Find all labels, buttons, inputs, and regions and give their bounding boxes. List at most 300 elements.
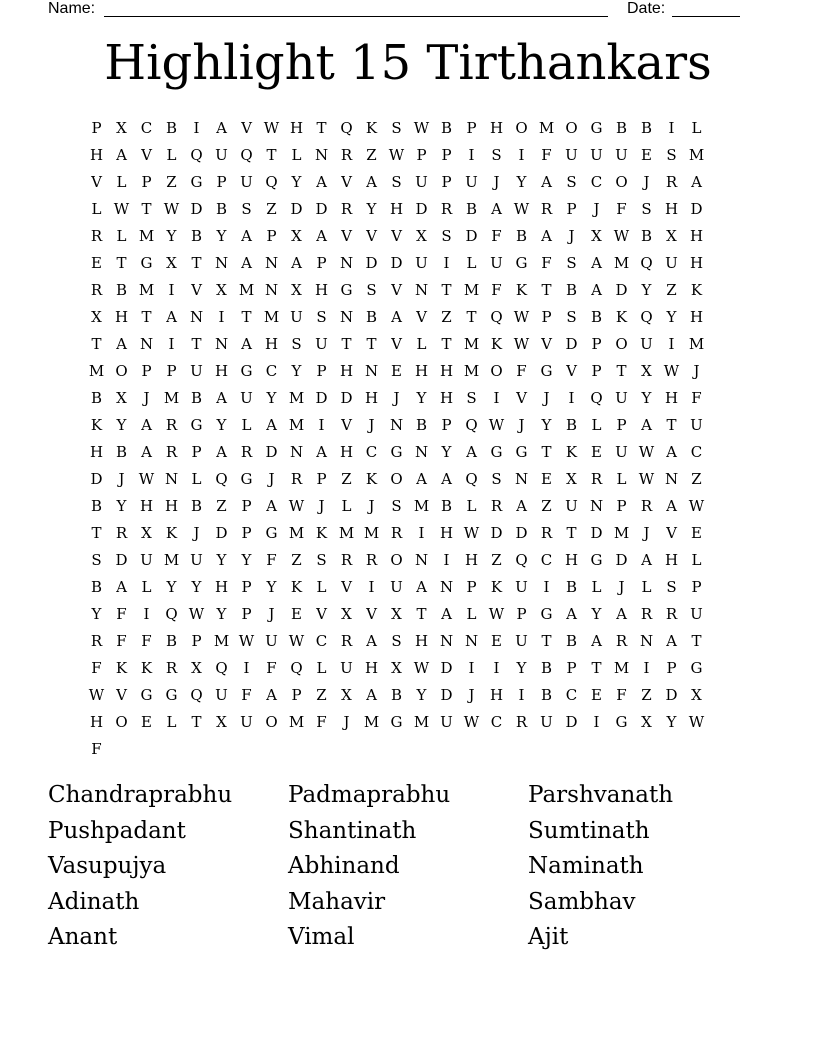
grid-letter[interactable]: G [390,442,403,461]
grid-letter[interactable]: A [616,604,627,623]
grid-letter[interactable]: A [491,199,502,218]
grid-letter[interactable]: R [240,442,253,461]
grid-letter[interactable]: F [691,388,702,407]
grid-letter[interactable]: L [416,334,427,353]
grid-letter[interactable]: Z [366,145,377,164]
grid-letter[interactable]: A [391,307,402,326]
grid-letter[interactable]: M [613,253,630,272]
grid-letter[interactable]: E [691,523,702,542]
grid-letter[interactable]: M [463,361,480,380]
grid-letter[interactable]: I [243,658,250,677]
grid-letter[interactable]: D [690,199,703,218]
grid-letter[interactable]: F [91,658,102,677]
grid-letter[interactable]: F [616,199,627,218]
grid-letter[interactable]: G [140,253,153,272]
grid-letter[interactable]: S [241,199,252,218]
grid-letter[interactable]: Y [441,442,452,461]
grid-letter[interactable]: R [165,442,178,461]
grid-letter[interactable]: E [591,685,602,704]
grid-letter[interactable]: V [391,334,402,353]
grid-letter[interactable]: S [316,307,327,326]
grid-letter[interactable]: H [414,361,429,380]
grid-letter[interactable]: U [415,253,428,272]
grid-letter[interactable]: L [316,658,327,677]
grid-letter[interactable]: M [163,388,180,407]
grid-letter[interactable]: P [566,658,577,677]
grid-letter[interactable]: R [165,415,178,434]
grid-letter[interactable]: A [441,604,452,623]
grid-letter[interactable]: S [391,118,402,137]
grid-letter[interactable]: F [616,685,627,704]
grid-letter[interactable]: U [465,172,478,191]
grid-letter[interactable]: G [540,604,553,623]
grid-letter[interactable]: C [565,685,578,704]
grid-letter[interactable]: I [443,253,450,272]
grid-letter[interactable]: U [315,334,328,353]
grid-letter[interactable]: V [391,226,402,245]
grid-letter[interactable]: M [288,415,305,434]
grid-letter[interactable]: J [268,469,275,488]
grid-letter[interactable]: S [291,334,302,353]
grid-letter[interactable]: D [440,658,453,677]
grid-letter[interactable]: F [116,631,127,650]
grid-letter[interactable]: W [163,199,180,218]
grid-letter[interactable]: E [391,361,402,380]
grid-letter[interactable]: L [191,469,202,488]
grid-letter[interactable]: L [341,496,352,515]
grid-letter[interactable]: V [241,118,252,137]
grid-letter[interactable]: L [591,415,602,434]
grid-letter[interactable]: R [440,199,453,218]
grid-letter[interactable]: A [166,307,177,326]
grid-letter[interactable]: A [366,631,377,650]
grid-letter[interactable]: J [543,388,550,407]
grid-letter[interactable]: M [138,280,155,299]
grid-letter[interactable]: Z [291,550,302,569]
grid-letter[interactable]: U [265,631,278,650]
grid-letter[interactable]: N [664,469,679,488]
grid-letter[interactable]: H [489,118,504,137]
grid-letter[interactable]: G [190,415,203,434]
grid-letter[interactable]: W [413,658,430,677]
grid-letter[interactable]: A [116,145,127,164]
grid-letter[interactable]: H [164,496,179,515]
grid-letter[interactable]: W [238,631,255,650]
grid-letter[interactable]: R [290,469,303,488]
grid-letter[interactable]: I [368,577,375,596]
grid-letter[interactable]: P [91,118,102,137]
grid-letter[interactable]: A [516,496,527,515]
grid-letter[interactable]: R [540,199,553,218]
grid-letter[interactable]: N [389,415,404,434]
grid-letter[interactable]: U [615,145,628,164]
grid-letter[interactable]: G [240,469,253,488]
grid-letter[interactable]: Y [541,415,552,434]
grid-letter[interactable]: S [566,307,577,326]
grid-letter[interactable]: H [664,199,679,218]
grid-letter[interactable]: J [193,523,200,542]
grid-letter[interactable]: E [641,145,652,164]
grid-letter[interactable]: Z [641,685,652,704]
grid-letter[interactable]: P [191,442,202,461]
grid-letter[interactable]: A [541,226,552,245]
grid-letter[interactable]: I [318,415,325,434]
grid-letter[interactable]: X [391,604,402,623]
grid-letter[interactable]: Z [666,280,677,299]
grid-letter[interactable]: R [90,280,103,299]
grid-letter[interactable]: M [88,361,105,380]
grid-letter[interactable]: S [566,253,577,272]
grid-letter[interactable]: R [340,550,353,569]
grid-letter[interactable]: J [643,172,650,191]
grid-letter[interactable]: I [218,307,225,326]
grid-letter[interactable]: N [264,253,279,272]
grid-letter[interactable]: B [115,280,128,299]
grid-letter[interactable]: W [263,118,280,137]
grid-letter[interactable]: V [341,172,352,191]
grid-letter[interactable]: Q [290,658,303,677]
grid-letter[interactable]: P [566,199,577,218]
grid-letter[interactable]: R [165,658,178,677]
grid-letter[interactable]: G [265,523,278,542]
grid-letter[interactable]: F [141,631,152,650]
grid-letter[interactable]: P [241,523,252,542]
grid-letter[interactable]: Z [216,496,227,515]
grid-letter[interactable]: U [690,415,703,434]
grid-letter[interactable]: P [316,361,327,380]
grid-letter[interactable]: I [468,658,475,677]
grid-letter[interactable]: S [391,496,402,515]
grid-letter[interactable]: M [363,523,380,542]
grid-letter[interactable]: P [466,118,477,137]
grid-letter[interactable]: I [193,118,200,137]
grid-letter[interactable]: M [213,631,230,650]
grid-letter[interactable]: I [593,712,600,731]
grid-letter[interactable]: T [666,415,677,434]
grid-letter[interactable]: R [640,496,653,515]
grid-letter[interactable]: X [216,712,227,731]
grid-letter[interactable]: T [191,253,202,272]
grid-letter[interactable]: N [214,253,229,272]
grid-letter[interactable]: I [568,388,575,407]
grid-letter[interactable]: X [341,604,352,623]
grid-letter[interactable]: N [414,280,429,299]
grid-letter[interactable]: U [140,550,153,569]
grid-letter[interactable]: G [390,712,403,731]
grid-letter[interactable]: A [266,685,277,704]
grid-letter[interactable]: O [390,469,403,488]
grid-letter[interactable]: S [366,280,377,299]
grid-letter[interactable]: G [340,280,353,299]
grid-letter[interactable]: L [141,577,152,596]
grid-letter[interactable]: G [490,442,503,461]
grid-letter[interactable]: Y [366,199,377,218]
grid-letter[interactable]: H [364,658,379,677]
grid-letter[interactable]: F [266,550,277,569]
grid-letter[interactable]: C [590,172,603,191]
grid-letter[interactable]: A [216,118,227,137]
grid-letter[interactable]: N [514,469,529,488]
grid-letter[interactable]: Q [265,172,278,191]
grid-letter[interactable]: B [640,226,653,245]
date-blank-line[interactable] [672,16,740,17]
grid-letter[interactable]: Q [215,469,228,488]
grid-letter[interactable]: D [115,550,128,569]
grid-letter[interactable]: I [143,604,150,623]
grid-letter[interactable]: J [343,712,350,731]
grid-letter[interactable]: Y [291,172,302,191]
grid-letter[interactable]: E [541,469,552,488]
grid-letter[interactable]: B [215,199,228,218]
grid-letter[interactable]: B [640,118,653,137]
grid-letter[interactable]: X [216,280,227,299]
grid-letter[interactable]: A [141,442,152,461]
grid-letter[interactable]: T [366,334,377,353]
grid-letter[interactable]: L [466,253,477,272]
grid-letter[interactable]: H [89,712,104,731]
grid-letter[interactable]: M [463,334,480,353]
grid-letter[interactable]: O [515,118,528,137]
grid-letter[interactable]: A [666,631,677,650]
grid-letter[interactable]: H [689,253,704,272]
grid-letter[interactable]: C [540,550,553,569]
grid-letter[interactable]: X [691,685,702,704]
grid-letter[interactable]: T [441,280,452,299]
grid-letter[interactable]: V [541,334,552,353]
grid-letter[interactable]: G [165,685,178,704]
grid-letter[interactable]: P [441,172,452,191]
grid-letter[interactable]: I [518,685,525,704]
grid-letter[interactable]: X [291,226,302,245]
grid-letter[interactable]: U [615,442,628,461]
grid-letter[interactable]: H [214,361,229,380]
grid-letter[interactable]: H [564,550,579,569]
grid-letter[interactable]: Y [241,550,252,569]
grid-letter[interactable]: A [591,631,602,650]
grid-letter[interactable]: H [339,361,354,380]
grid-letter[interactable]: D [290,199,303,218]
grid-letter[interactable]: K [365,469,378,488]
grid-letter[interactable]: L [591,577,602,596]
grid-letter[interactable]: R [490,496,503,515]
grid-letter[interactable]: Y [216,550,227,569]
grid-letter[interactable]: S [666,577,677,596]
grid-letter[interactable]: Q [190,145,203,164]
grid-letter[interactable]: X [666,226,677,245]
grid-letter[interactable]: N [214,334,229,353]
grid-letter[interactable]: T [191,712,202,731]
grid-letter[interactable]: W [413,118,430,137]
grid-letter[interactable]: W [513,307,530,326]
grid-letter[interactable]: A [366,685,377,704]
grid-letter[interactable]: B [565,280,578,299]
grid-letter[interactable]: W [188,604,205,623]
grid-letter[interactable]: D [515,523,528,542]
grid-letter[interactable]: F [491,226,502,245]
grid-letter[interactable]: U [290,307,303,326]
grid-letter[interactable]: J [568,226,575,245]
grid-letter[interactable]: A [691,172,702,191]
grid-letter[interactable]: O [615,334,628,353]
grid-letter[interactable]: N [164,469,179,488]
grid-letter[interactable]: O [490,361,503,380]
grid-letter[interactable]: B [515,226,528,245]
grid-letter[interactable]: U [215,145,228,164]
grid-letter[interactable]: A [116,334,127,353]
grid-letter[interactable]: R [665,172,678,191]
grid-letter[interactable]: V [116,685,127,704]
grid-letter[interactable]: B [190,226,203,245]
grid-letter[interactable]: Y [216,604,227,623]
grid-letter[interactable]: A [266,415,277,434]
grid-letter[interactable]: I [668,118,675,137]
grid-letter[interactable]: O [265,712,278,731]
grid-letter[interactable]: J [118,469,125,488]
grid-letter[interactable]: P [241,577,252,596]
grid-letter[interactable]: X [591,226,602,245]
grid-letter[interactable]: Z [541,496,552,515]
grid-letter[interactable]: R [665,604,678,623]
grid-letter[interactable]: L [691,118,702,137]
grid-letter[interactable]: X [641,361,652,380]
grid-letter[interactable]: H [689,226,704,245]
grid-letter[interactable]: D [465,226,478,245]
grid-letter[interactable]: S [566,172,577,191]
grid-letter[interactable]: D [615,280,628,299]
grid-letter[interactable]: C [690,442,703,461]
grid-letter[interactable]: C [490,712,503,731]
grid-letter[interactable]: N [314,145,329,164]
grid-letter[interactable]: R [390,523,403,542]
grid-letter[interactable]: P [216,172,227,191]
grid-letter[interactable]: B [365,307,378,326]
grid-letter[interactable]: P [441,145,452,164]
grid-letter[interactable]: W [638,469,655,488]
grid-letter[interactable]: N [289,442,304,461]
grid-letter[interactable]: L [466,604,477,623]
grid-letter[interactable]: J [493,172,500,191]
grid-letter[interactable]: B [440,118,453,137]
grid-letter[interactable]: H [139,496,154,515]
grid-letter[interactable]: V [341,415,352,434]
grid-letter[interactable]: M [688,145,705,164]
grid-letter[interactable]: B [565,415,578,434]
grid-letter[interactable]: Q [590,388,603,407]
grid-letter[interactable]: U [690,604,703,623]
grid-letter[interactable]: U [190,550,203,569]
name-blank-line[interactable] [104,16,608,17]
grid-letter[interactable]: A [241,334,252,353]
grid-letter[interactable]: Y [266,388,277,407]
grid-letter[interactable]: R [515,712,528,731]
grid-letter[interactable]: S [316,550,327,569]
grid-letter[interactable]: G [140,685,153,704]
grid-letter[interactable]: Q [465,415,478,434]
grid-letter[interactable]: R [340,145,353,164]
grid-letter[interactable]: U [490,253,503,272]
grid-letter[interactable]: P [316,253,327,272]
grid-letter[interactable]: A [666,496,677,515]
grid-letter[interactable]: I [668,334,675,353]
grid-letter[interactable]: G [590,118,603,137]
grid-letter[interactable]: N [364,361,379,380]
grid-letter[interactable]: P [441,415,452,434]
grid-letter[interactable]: L [291,145,302,164]
grid-letter[interactable]: R [340,199,353,218]
grid-letter[interactable]: Z [441,307,452,326]
grid-letter[interactable]: J [618,577,625,596]
grid-letter[interactable]: X [641,712,652,731]
grid-letter[interactable]: H [364,388,379,407]
grid-letter[interactable]: N [414,550,429,569]
grid-letter[interactable]: Y [216,226,227,245]
grid-letter[interactable]: M [138,226,155,245]
grid-letter[interactable]: B [415,415,428,434]
grid-letter[interactable]: A [241,253,252,272]
grid-letter[interactable]: D [590,523,603,542]
grid-letter[interactable]: B [90,496,103,515]
grid-letter[interactable]: P [591,334,602,353]
grid-letter[interactable]: B [165,118,178,137]
grid-letter[interactable]: P [516,604,527,623]
grid-letter[interactable]: L [91,199,102,218]
grid-letter[interactable]: Y [116,496,127,515]
grid-letter[interactable]: O [115,361,128,380]
grid-letter[interactable]: H [664,388,679,407]
grid-letter[interactable]: I [168,334,175,353]
grid-letter[interactable]: Z [691,469,702,488]
grid-letter[interactable]: H [314,280,329,299]
grid-letter[interactable]: I [518,145,525,164]
grid-letter[interactable]: O [390,550,403,569]
grid-letter[interactable]: B [90,388,103,407]
grid-letter[interactable]: T [566,523,577,542]
grid-letter[interactable]: Q [240,145,253,164]
grid-letter[interactable]: L [691,550,702,569]
grid-letter[interactable]: T [316,118,327,137]
grid-letter[interactable]: I [493,658,500,677]
grid-letter[interactable]: F [316,712,327,731]
grid-letter[interactable]: T [441,334,452,353]
grid-letter[interactable]: U [240,388,253,407]
grid-letter[interactable]: I [643,658,650,677]
grid-letter[interactable]: T [141,307,152,326]
grid-letter[interactable]: G [515,442,528,461]
grid-letter[interactable]: D [665,685,678,704]
grid-letter[interactable]: G [540,361,553,380]
grid-letter[interactable]: B [615,118,628,137]
grid-letter[interactable]: U [515,631,528,650]
grid-letter[interactable]: A [216,388,227,407]
grid-letter[interactable]: F [116,604,127,623]
grid-letter[interactable]: C [140,118,153,137]
grid-letter[interactable]: A [241,226,252,245]
grid-letter[interactable]: L [641,577,652,596]
grid-letter[interactable]: T [466,307,477,326]
grid-letter[interactable]: L [616,469,627,488]
grid-letter[interactable]: S [641,199,652,218]
grid-letter[interactable]: V [316,604,327,623]
grid-letter[interactable]: G [240,361,253,380]
grid-letter[interactable]: Z [341,469,352,488]
grid-letter[interactable]: N [139,334,154,353]
grid-letter[interactable]: T [691,631,702,650]
grid-letter[interactable]: U [565,145,578,164]
grid-letter[interactable]: B [565,631,578,650]
grid-letter[interactable]: A [291,253,302,272]
grid-letter[interactable]: W [613,226,630,245]
grid-letter[interactable]: Z [266,199,277,218]
